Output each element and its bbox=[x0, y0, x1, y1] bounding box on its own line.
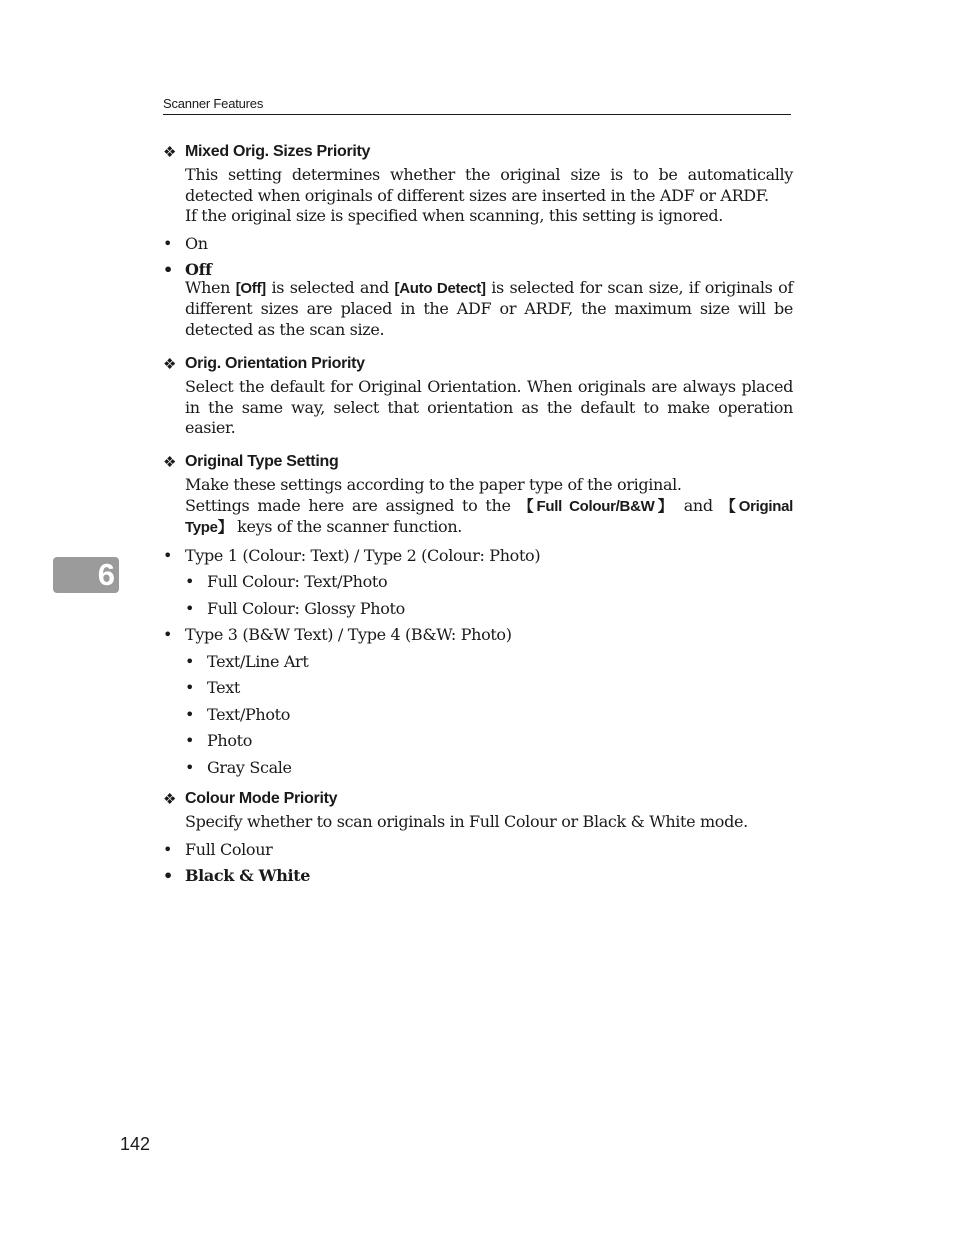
sub-list-item: • Full Colour: Text/Photo bbox=[163, 569, 793, 596]
key-name-full-colour: 【Full Colour/B&W】 bbox=[518, 497, 676, 515]
section-orig-orientation bbox=[163, 355, 793, 439]
section-marker-icon: ❖ bbox=[163, 144, 177, 161]
paragraph: If the original size is specified when scanning, this setting is ignored. bbox=[185, 206, 724, 226]
note-paragraph bbox=[185, 278, 793, 341]
paragraph: Select the default for Original Orientation. When originals are always placed in the same way, select that orientation as the default to make operation easier. bbox=[185, 377, 793, 438]
paragraph: This setting determines whether the original size is to be automatically detected when originals of different sizes are inserted in the ADF or ARDF. bbox=[185, 165, 793, 205]
text: Settings made here are assigned to the bbox=[185, 495, 519, 515]
sub-list-item: • Gray Scale bbox=[163, 755, 793, 782]
section-title: Colour Mode Priority bbox=[185, 790, 338, 807]
list-item: • Type 3 (B&W Text) / Type 4 (B&W: Photo) bbox=[163, 622, 793, 649]
section-heading bbox=[163, 355, 793, 377]
sub-list-item: • Photo bbox=[163, 728, 793, 755]
section-marker-icon: ❖ bbox=[163, 454, 177, 471]
running-header: Scanner Features bbox=[163, 96, 264, 111]
chapter-tab bbox=[53, 557, 119, 593]
section-title: Orig. Orientation Priority bbox=[185, 355, 365, 372]
section-title: Mixed Orig. Sizes Priority bbox=[185, 143, 371, 160]
list-item-default: • Off bbox=[163, 257, 793, 284]
sub-list-item: • Text/Line Art bbox=[163, 649, 793, 676]
key-name-original-type: 【Original Type】 bbox=[185, 497, 793, 537]
section-marker-icon: ❖ bbox=[163, 791, 177, 808]
section-heading bbox=[163, 790, 793, 812]
list-item: • Full Colour bbox=[163, 837, 793, 864]
list-item: • Type 1 (Colour: Text) / Type 2 (Colour: Photo) bbox=[163, 543, 793, 570]
paragraph: Specify whether to scan originals in Full Colour or Black & White mode. bbox=[185, 812, 748, 831]
text: When bbox=[185, 277, 236, 297]
list-item-default: • Black & White bbox=[163, 863, 793, 890]
section-title: Original Type Setting bbox=[185, 453, 339, 470]
sub-list-item: • Text bbox=[163, 675, 793, 702]
chapter-number: 6 bbox=[97, 557, 115, 592]
text: keys of the scanner function. bbox=[232, 517, 463, 537]
key-name-off: [Off] bbox=[235, 279, 266, 297]
text: is selected and bbox=[265, 277, 395, 297]
text: is selected for scan size, if originals of different sizes are placed in the ADF or ARDF, the maximum size will be detected as the scan size. bbox=[185, 277, 793, 339]
sub-list bbox=[163, 649, 793, 782]
page-number: 142 bbox=[120, 1134, 151, 1154]
paragraph: Make these settings according to the paper type of the original. bbox=[185, 475, 682, 494]
section-heading bbox=[163, 143, 793, 165]
section-marker-icon: ❖ bbox=[163, 356, 177, 373]
option-list bbox=[163, 231, 793, 284]
sub-list bbox=[163, 569, 793, 622]
text: and bbox=[675, 495, 721, 515]
sub-list-item: • Text/Photo bbox=[163, 702, 793, 729]
type-list bbox=[163, 543, 793, 570]
sub-list-item: • Full Colour: Glossy Photo bbox=[163, 596, 793, 623]
section-mixed-orig-sizes bbox=[163, 143, 793, 341]
header-rule bbox=[163, 114, 791, 115]
key-name-auto-detect: [Auto Detect] bbox=[394, 279, 486, 297]
type-list bbox=[163, 622, 793, 649]
list-item: • On bbox=[163, 231, 793, 258]
section-original-type bbox=[163, 453, 793, 781]
section-heading bbox=[163, 453, 793, 475]
paragraph bbox=[185, 496, 793, 539]
option-list bbox=[163, 837, 793, 890]
section-colour-mode bbox=[163, 790, 793, 890]
